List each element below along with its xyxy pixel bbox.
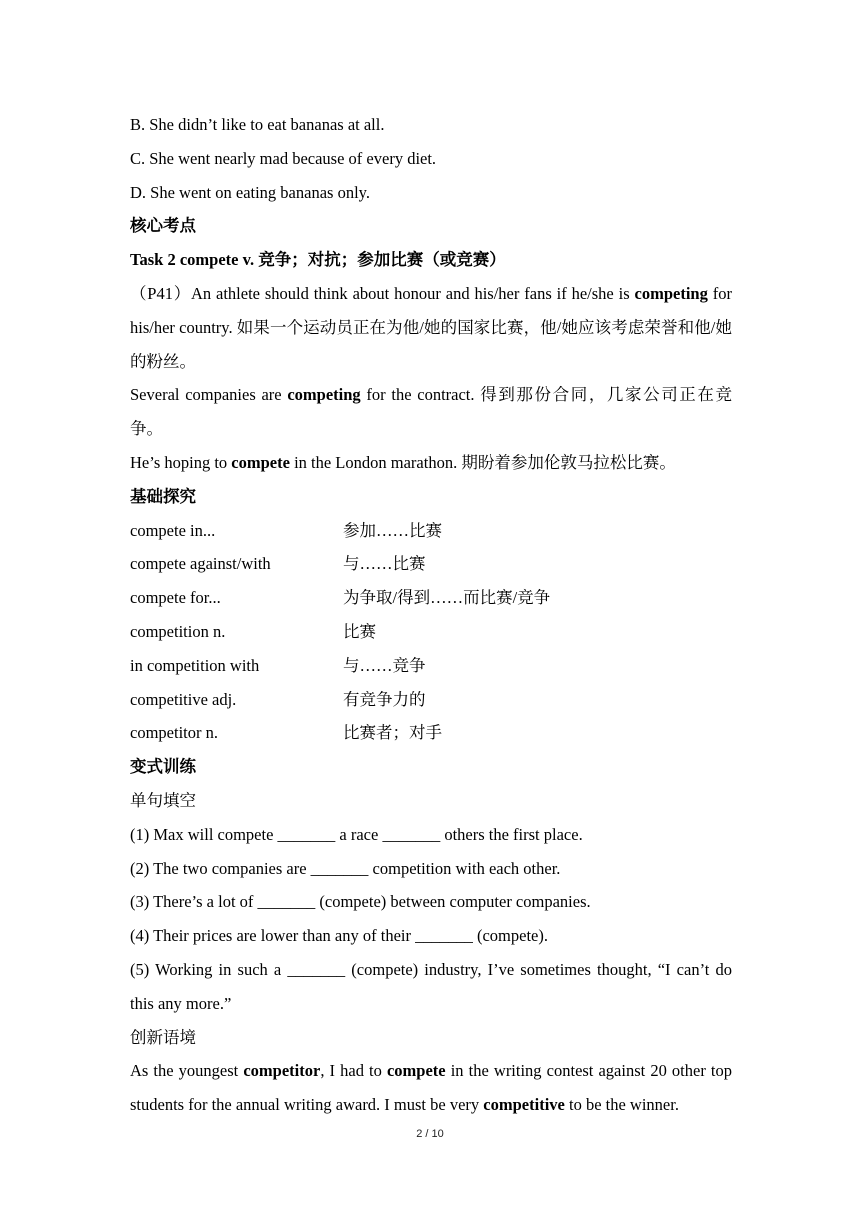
vocab-row [130, 683, 732, 717]
vocab-term: compete for... [130, 588, 221, 608]
vocab-meaning: 参加……比赛 [343, 520, 442, 540]
context-keyword: competitive [483, 1095, 565, 1115]
option-d: D. She went on eating bananas only. [130, 182, 370, 202]
context-text: in the writing contest against 20 other top students for the annual writing award. I must be very [130, 1061, 732, 1115]
vocab-term: competition n. [130, 621, 226, 641]
option-b: B. She didn’t like to eat bananas at all. [130, 115, 385, 134]
vocab-term: compete against/with [130, 554, 271, 574]
vocab-row [130, 547, 732, 581]
context-keyword: competitor [243, 1061, 321, 1081]
example-text: in the London marathon. 期盼着参加伦敦马拉松比赛。 [289, 452, 676, 472]
example-keyword: competing [634, 283, 708, 303]
vocab-term: competitive adj. [130, 689, 237, 709]
vocab-term: competitor n. [130, 723, 218, 743]
vocab-term: in competition with [130, 655, 260, 675]
context-text: As the youngest [130, 1061, 244, 1081]
vocab-row [130, 615, 732, 649]
exercise-item: (1) Max will compete _______ a race _______ others the first place. [130, 824, 583, 844]
example-text: for the contract. 得到那份合同，几家公司正在竞争。 [130, 385, 733, 439]
section-heading-basic: 基础探究 [130, 486, 196, 506]
subheading-fill-in: 单句填空 [130, 790, 196, 810]
example-keyword: compete [231, 452, 290, 472]
exercise-item: (2) The two companies are _______ competition with each other. [130, 858, 561, 878]
context-keyword: compete [386, 1061, 446, 1081]
example-sentence-2 [130, 378, 732, 446]
example-sentence-3 [130, 446, 732, 480]
vocab-meaning: 与……竞争 [343, 655, 426, 675]
context-text: , I had to [320, 1061, 387, 1081]
context-paragraph [130, 1054, 732, 1122]
exercise-item: (5) Working in such a _______ (compete) industry, I’ve sometimes thought, “I can’t do this any more.” [130, 959, 732, 1013]
vocab-meaning: 比赛 [343, 621, 376, 641]
vocab-meaning: 比赛者；对手 [343, 723, 442, 743]
example-sentence-1 [130, 277, 732, 378]
exercise-item: (4) Their prices are lower than any of their _______ (compete). [130, 926, 548, 946]
page-number: 2 / 10 [416, 1128, 444, 1140]
example-keyword: competing [287, 385, 361, 405]
vocab-meaning: 有竞争力的 [343, 689, 426, 709]
example-text: for his/her country. 如果一个运动员正在为他/她的国家比赛，他/她应该考虑荣誉和他/她的粉丝。 [130, 283, 732, 371]
context-text: to be the winner. [564, 1095, 679, 1115]
vocab-meaning: 与……比赛 [343, 554, 426, 574]
vocab-row [130, 649, 732, 683]
vocab-term: compete in... [130, 520, 216, 540]
section-heading-practice: 变式训练 [130, 757, 196, 777]
vocab-row [130, 716, 732, 750]
vocab-row [130, 514, 732, 548]
exercise-item: (3) There’s a lot of _______ (compete) between computer companies. [130, 892, 591, 912]
subheading-context: 创新语境 [130, 1027, 196, 1047]
vocab-table [130, 514, 732, 751]
vocab-row [130, 581, 732, 615]
example-text: Several companies are [130, 385, 288, 405]
option-c: C. She went nearly mad because of every diet. [130, 148, 437, 168]
task-title: Task 2 compete v. 竞争；对抗；参加比赛（或竞赛） [130, 250, 506, 270]
example-text: （P41）An athlete should think about honour and his/her fans if he/she is [130, 283, 635, 303]
section-heading-core: 核心考点 [130, 216, 196, 236]
document-page [130, 108, 732, 1122]
example-text: He’s hoping to [130, 452, 232, 472]
vocab-meaning: 为争取/得到……而比赛/竞争 [343, 588, 551, 608]
